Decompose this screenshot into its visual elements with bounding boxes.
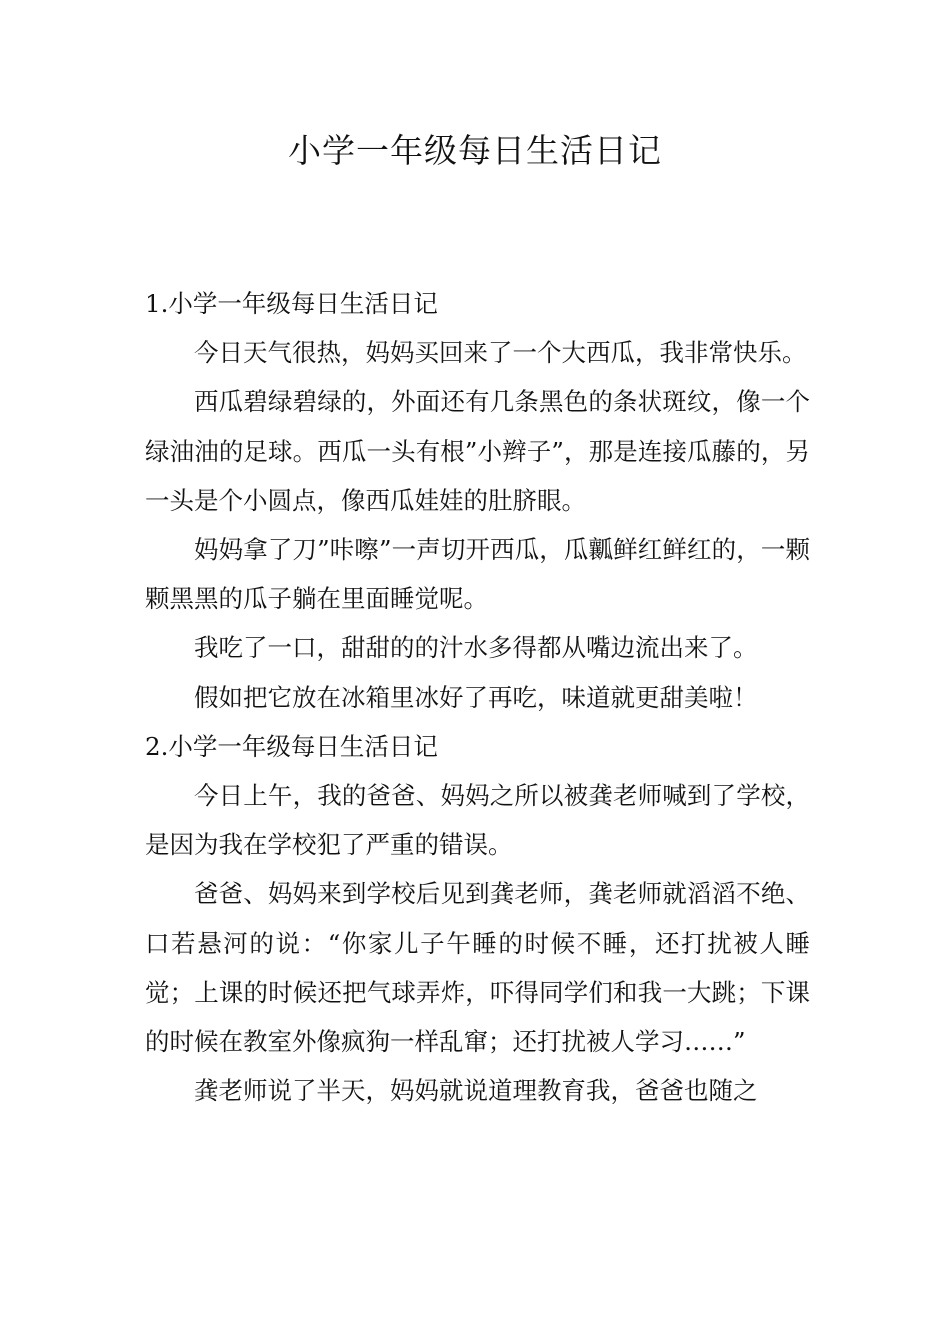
paragraph: 今日天气很热，妈妈买回来了一个大西瓜，我非常快乐。 <box>194 338 807 368</box>
paragraph: 爸爸、妈妈来到学校后见到龚老师，龚老师就滔滔不绝、口若悬河的说：“你家儿子午睡的时候不睡，还打扰被人睡觉；上课的时候还把气球弄炸，吓得同学们和我一大跳；下课的时候在教室外像疯狗一样乱窜；还打扰被人学习……” <box>145 879 810 1057</box>
section-heading-2: 2.小学一年级每日生活日记 <box>145 731 438 761</box>
paragraph: 今日上午，我的爸爸、妈妈之所以被龚老师喊到了学校，是因为我在学校犯了严重的错误。 <box>145 781 810 860</box>
section-heading-1: 1.小学一年级每日生活日记 <box>145 289 438 318</box>
paragraph: 我吃了一口，甜甜的的汁水多得都从嘴边流出来了。 <box>194 633 758 663</box>
paragraph: 西瓜碧绿碧绿的，外面还有几条黑色的条状斑纹，像一个绿油油的足球。西瓜一头有根”小辫子”，那是连接瓜藤的，另一头是个小圆点，像西瓜娃娃的肚脐眼。 <box>145 387 810 515</box>
paragraph: 龚老师说了半天，妈妈就说道理教育我，爸爸也随之 <box>194 1076 758 1106</box>
paragraph: 妈妈拿了刀”咔嚓”一声切开西瓜，瓜瓤鲜红鲜红的，一颗颗黑黑的瓜子躺在里面睡觉呢。 <box>145 535 810 614</box>
document-body <box>145 279 810 1115</box>
document-title: 小学一年级每日生活日记 <box>288 131 662 170</box>
paragraph: 假如把它放在冰箱里冰好了再吃，味道就更甜美啦！ <box>194 682 758 712</box>
